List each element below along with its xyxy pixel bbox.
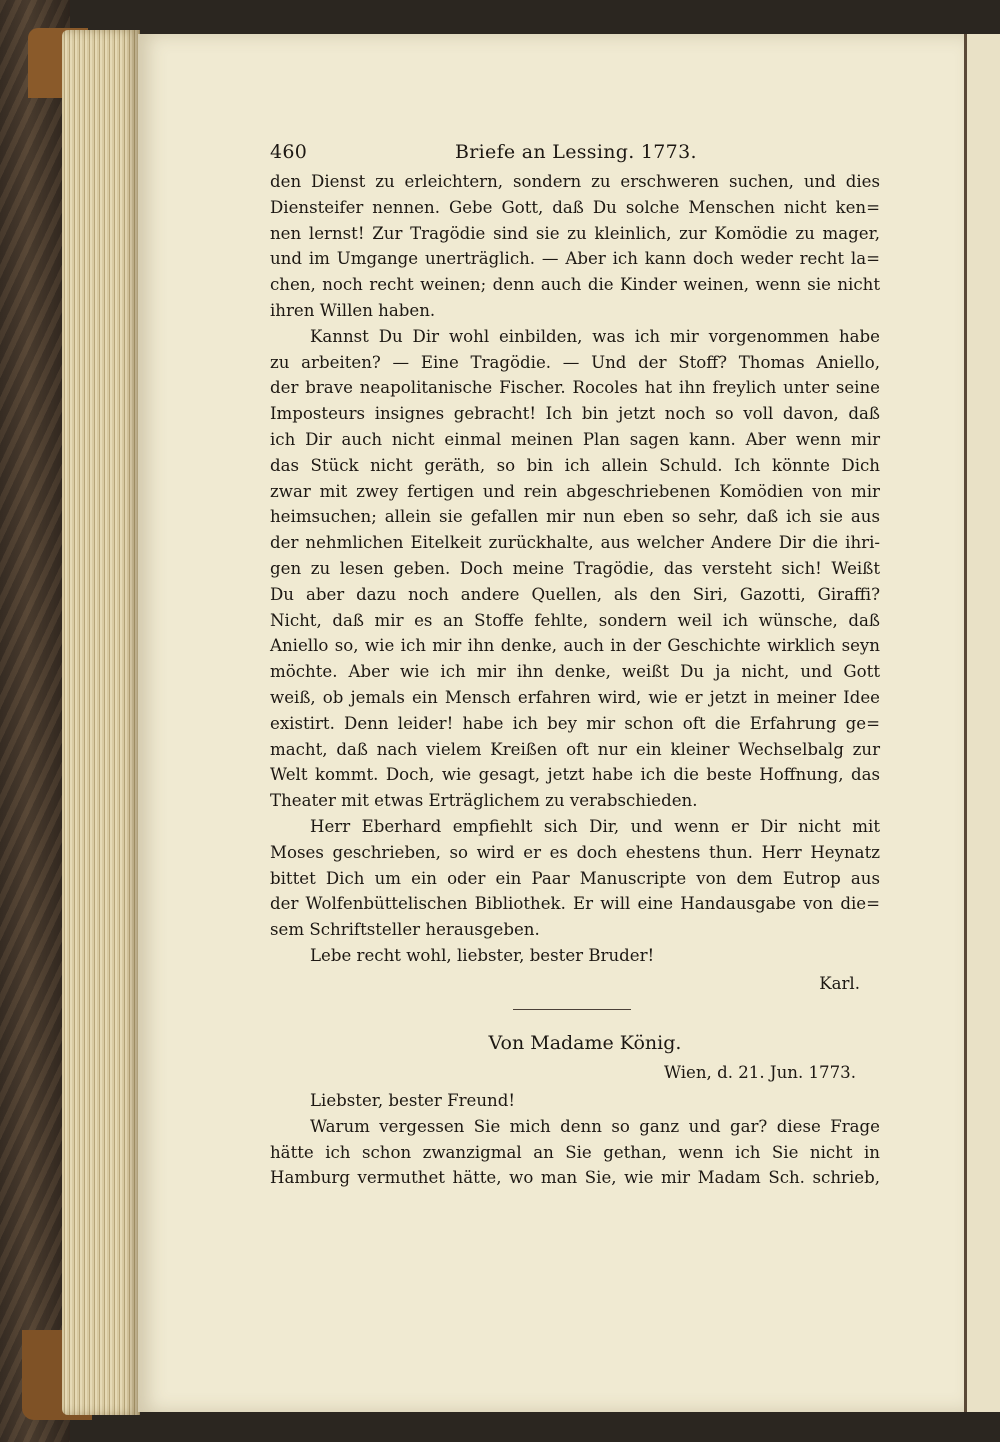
text-line: das Stück nicht geräth, so bin ich allein Schuld. Ich könnte Dich (270, 455, 880, 475)
text-line: nen lernst! Zur Tragödie sind sie zu kleinlich, zur Komödie zu mager, (270, 223, 880, 243)
signature: Karl. (819, 973, 860, 993)
book-cover (0, 0, 70, 1442)
salutation: Liebster, bester Freund! (310, 1090, 516, 1110)
text-line: hätte ich schon zwanzigmal an Sie gethan, wenn ich Sie nicht in (270, 1142, 880, 1162)
text-line: Imposteurs insignes gebracht! Ich bin jetzt noch so voll davon, daß (270, 404, 880, 424)
page-edges (62, 30, 140, 1415)
text-line: der nehmlichen Eitelkeit zurückhalte, aus welcher Andere Dir die ihri- (270, 533, 880, 553)
text-line: Warum vergessen Sie mich denn so ganz und gar? diese Frage (310, 1116, 880, 1136)
text-line: bittet Dich um ein oder ein Paar Manuscripte von dem Eutrop aus (270, 868, 880, 888)
text-line: Herr Eberhard empfiehlt sich Dir, und wenn er Dir nicht mit (310, 816, 880, 836)
text-line: ich Dir auch nicht einmal meinen Plan sagen kann. Aber wenn mir (270, 429, 880, 449)
text-line: Lebe recht wohl, liebster, bester Bruder! (310, 945, 655, 965)
text-line: Moses geschrieben, so wird er es doch ehestens thun. Herr Heynatz (270, 842, 880, 862)
text-line: heimsuchen; allein sie gefallen mir nun eben so sehr, daß ich sie aus (270, 507, 880, 527)
letter-body (270, 169, 880, 969)
text-line: weiß, ob jemals ein Mensch erfahren wird, wie er jetzt in meiner Idee (270, 687, 880, 707)
running-head (270, 135, 880, 169)
page-number: 460 (270, 141, 308, 163)
text-line: Nicht, daß mir es an Stoffe fehlte, sondern weil ich wünsche, daß (270, 610, 880, 630)
text-line: zu arbeiten? — Eine Tragödie. — Und der Stoff? Thomas Aniello, (270, 352, 880, 372)
running-title: Briefe an Lessing. 1773. (455, 141, 697, 163)
text-line: möchte. Aber wie ich mir ihn denke, weißt Du ja nicht, und Gott (270, 662, 880, 682)
text-line: den Dienst zu erleichtern, sondern zu erschweren suchen, und dies (270, 172, 880, 191)
next-page-edge (964, 34, 1000, 1412)
page-text (270, 135, 880, 1191)
text-line: macht, daß nach vielem Kreißen oft nur ein kleiner Wechselbalg zur (270, 739, 880, 759)
text-line: Aniello so, wie ich mir ihn denke, auch in der Geschichte wirklich seyn (270, 636, 880, 656)
dateline: Wien, d. 21. Jun. 1773. (663, 1062, 856, 1082)
text-line: der brave neapolitanische Fischer. Rocoles hat ihn freylich unter seine (270, 378, 880, 398)
text-line: Kannst Du Dir wohl einbilden, was ich mir vorgenommen habe (310, 326, 880, 346)
text-line: Diensteifer nennen. Gebe Gott, daß Du solche Menschen nicht ken= (270, 197, 880, 217)
text-line: existirt. Denn leider! habe ich bey mir schon oft die Erfahrung ge= (270, 713, 880, 733)
next-letter-body (270, 1114, 880, 1191)
text-line: chen, noch recht weinen; denn auch die Kinder weinen, wenn sie nicht (270, 275, 880, 295)
text-line: Du aber dazu noch andere Quellen, als den Siri, Gazotti, Giraffi? (270, 584, 880, 604)
text-line: ihren Willen haben. (270, 300, 436, 320)
text-line: Hamburg vermuthet hätte, wo man Sie, wie mir Madam Sch. schrieb, (270, 1168, 880, 1188)
section-divider (513, 1009, 631, 1010)
text-line: Welt kommt. Doch, wie gesagt, jetzt habe ich die beste Hoffnung, das (270, 765, 880, 785)
letter-heading: Von Madame König. (488, 1031, 682, 1054)
text-line: gen zu lesen geben. Doch meine Tragödie, das versteht sich! Weißt (270, 558, 880, 578)
text-line: der Wolfenbüttelischen Bibliothek. Er will eine Handausgabe von die= (270, 894, 880, 914)
text-line: zwar mit zwey fertigen und rein abgeschriebenen Komödien von mir (270, 481, 880, 501)
text-line: Theater mit etwas Erträglichem zu verabschieden. (270, 791, 698, 811)
text-line: sem Schriftsteller herausgeben. (270, 920, 540, 940)
text-line: und im Umgange unerträglich. — Aber ich kann doch weder recht la= (270, 249, 880, 269)
